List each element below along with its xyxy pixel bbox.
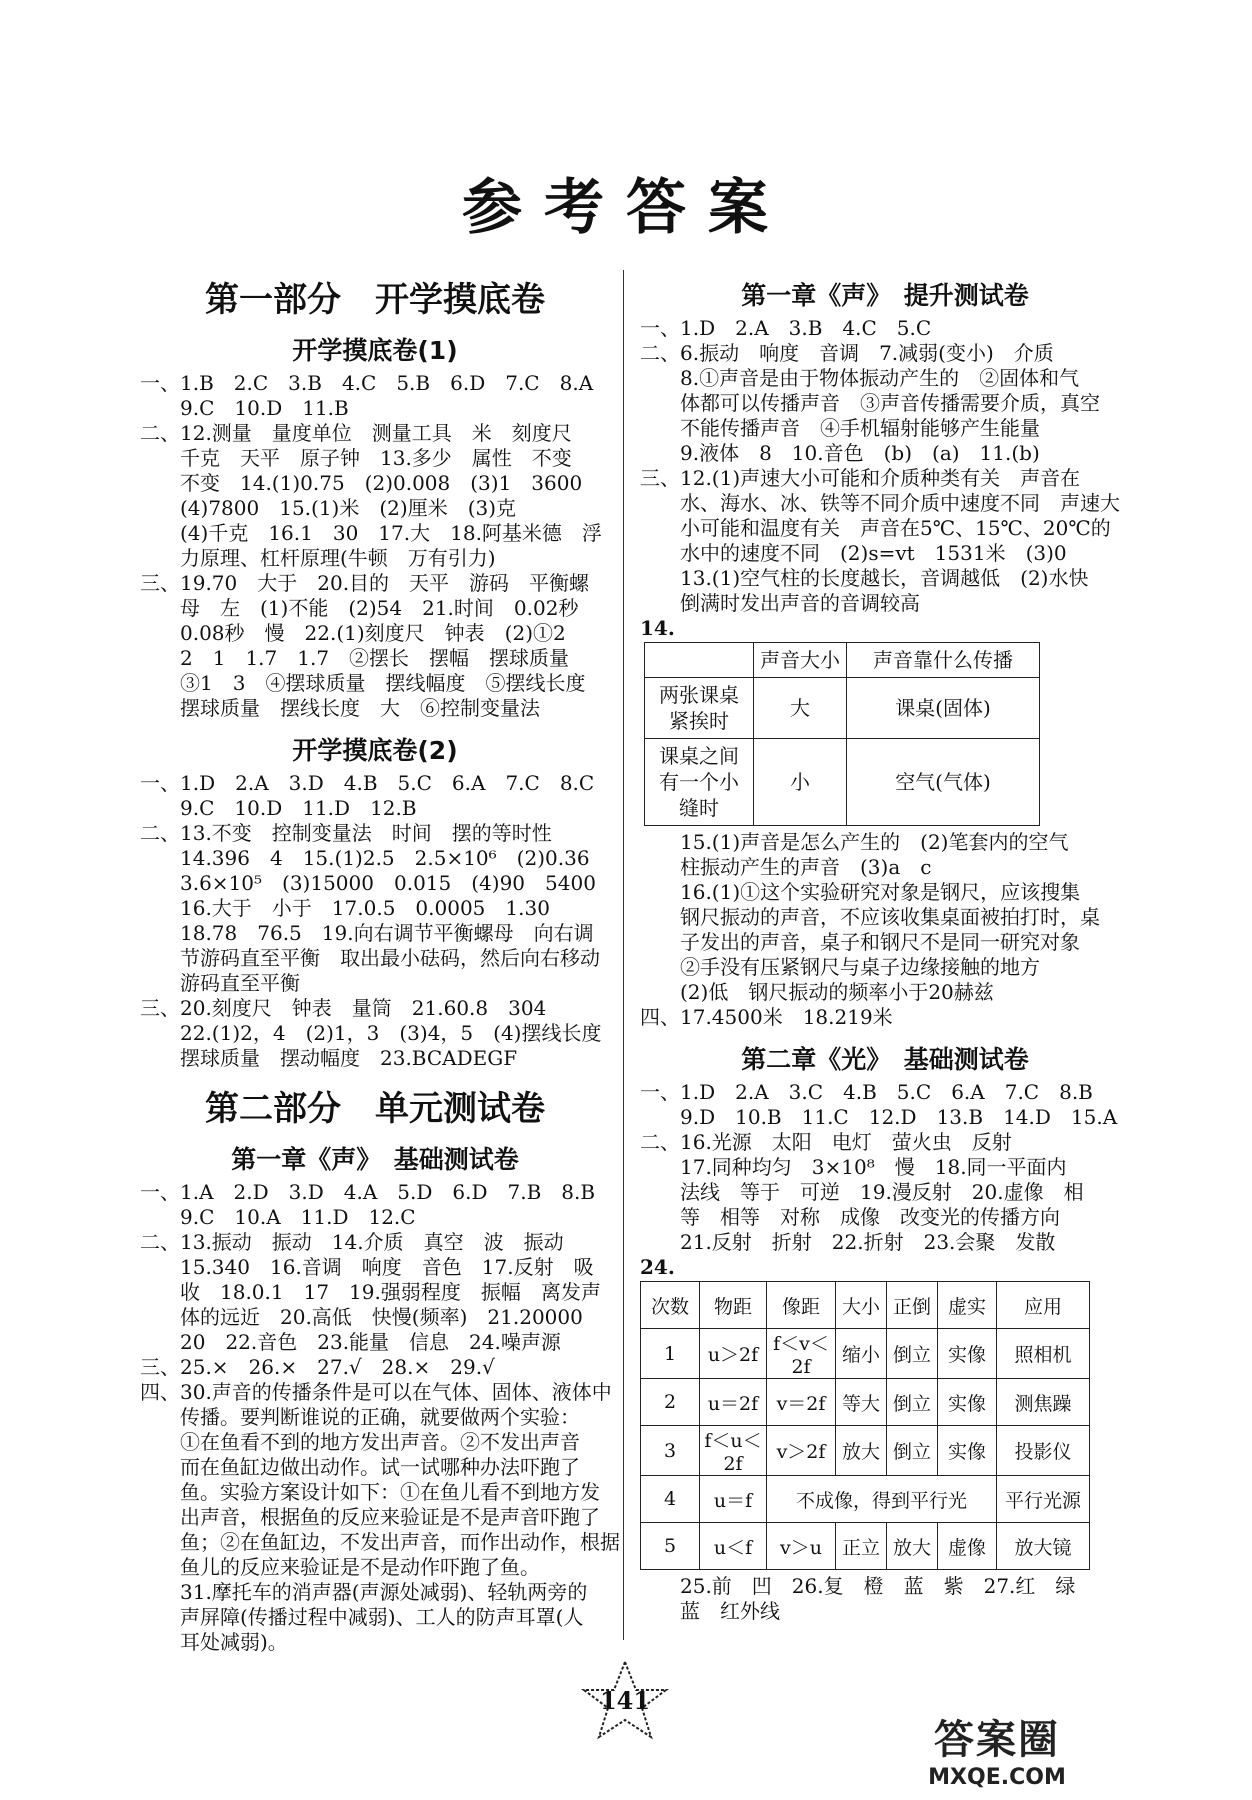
answer-line: 15.(1)声音是怎么产生的 (2)笔套内的空气	[640, 830, 1069, 854]
table-cell: u＜f	[700, 1523, 767, 1570]
answer-line: 17.同种均匀 3×10⁸ 慢 18.同一平面内	[640, 1155, 1067, 1179]
answer-line: 法线 等于 可逆 19.漫反射 20.虚像 相	[640, 1180, 1084, 1204]
table-cell: v＝2f	[767, 1379, 836, 1426]
table-cell: 虚像	[938, 1523, 997, 1570]
answer-line: 柱振动产生的声音 (3)a c	[640, 855, 932, 879]
right-column	[640, 268, 1130, 1624]
answer-line: 三、19.70 大于 20.目的 天平 游码 平衡螺	[140, 571, 590, 595]
table-header-cell: 正倒	[887, 1282, 938, 1329]
answer-line: 水、海水、冰、铁等不同介质中速度不同 声速大	[640, 491, 1120, 515]
table-header-cell	[645, 643, 754, 678]
answer-line: 22.(1)2，4 (2)1，3 (3)4，5 (4)摆线长度	[140, 1021, 602, 1045]
answer-line: 9.D 10.B 11.C 12.D 13.B 14.D 15.A	[640, 1105, 1118, 1129]
answer-line: 14.396 4 15.(1)2.5 2.5×10⁶ (2)0.36	[140, 846, 590, 870]
answer-block	[140, 771, 610, 1071]
table-cell: u＝f	[700, 1476, 767, 1523]
answer-block	[640, 1574, 1130, 1624]
answer-line: 二、16.光源 太阳 电灯 萤火虫 反射	[640, 1130, 1012, 1154]
answer-line: 倒满时发出声音的音调较高	[640, 591, 920, 615]
answer-line: 子发出的声音，桌子和钢尺不是同一研究对象	[640, 930, 1080, 954]
table-cell: 大	[754, 678, 847, 739]
answer-line: 二、13.振动 振动 14.介质 真空 波 振动	[140, 1230, 564, 1254]
answer-block	[640, 830, 1130, 1030]
part-heading: 第一部分 开学摸底卷	[205, 280, 545, 320]
answer-line: 一、1.D 2.A 3.D 4.B 5.C 6.A 7.C 8.C	[140, 771, 595, 795]
answer-line: 传播。要判断谁说的正确，就要做两个实验：	[140, 1405, 580, 1429]
answer-line: 三、25.× 26.× 27.√ 28.× 29.√	[140, 1355, 495, 1379]
table-cell: v＞u	[767, 1523, 836, 1570]
section-heading: 第一章《声》 基础测试卷	[231, 1145, 519, 1174]
table-cell: f＜u＜2f	[700, 1426, 767, 1476]
answer-line: 25.前 凹 26.复 橙 蓝 紫 27.红 绿	[640, 1574, 1076, 1598]
table-cell: 照相机	[997, 1329, 1090, 1379]
answer-line: 鱼；②在鱼缸边，不发出声音，而作出动作，根据	[140, 1530, 620, 1554]
answer-line: 9.C 10.A 11.D 12.C	[140, 1205, 416, 1229]
answer-line: 耳处减弱)。	[140, 1630, 288, 1654]
table-cell: 放大镜	[997, 1523, 1090, 1570]
answer-line: 二、12.测量 量度单位 测量工具 米 刻度尺	[140, 421, 572, 445]
question-number: 24.	[640, 1255, 675, 1279]
answer-line: 三、12.(1)声速大小可能和介质种类有关 声音在	[640, 466, 1081, 490]
table-header-cell: 物距	[700, 1282, 767, 1329]
table-cell: 平行光源	[997, 1476, 1090, 1523]
table-row	[641, 1379, 1090, 1426]
answer-line: (2)低 钢尺振动的频率小于20赫兹	[640, 980, 994, 1004]
answer-line: 四、30.声音的传播条件是可以在气体、固体、液体中	[140, 1380, 612, 1404]
table-cell: 小	[754, 739, 847, 826]
answer-line: 蓝 红外线	[640, 1599, 780, 1623]
table-cell: 5	[641, 1523, 700, 1570]
table-cell: 放大	[887, 1523, 938, 1570]
answer-line: 20 22.音色 23.能量 信息 24.噪声源	[140, 1330, 561, 1354]
table-header-cell: 声音靠什么传播	[847, 643, 1040, 678]
column-divider	[623, 270, 624, 1640]
table-cell: 不成像，得到平行光	[767, 1476, 997, 1523]
watermark-main: 答案圈	[934, 1717, 1060, 1763]
table-row	[641, 1426, 1090, 1476]
table-cell: 缩小	[836, 1329, 887, 1379]
section-heading: 第一章《声》 提升测试卷	[741, 281, 1029, 310]
table-cell: 倒立	[887, 1329, 938, 1379]
table-header-cell: 声音大小	[754, 643, 847, 678]
answer-line: 出声音，根据鱼的反应来验证是不是声音吓跑了	[140, 1505, 600, 1529]
page-number-badge	[580, 1660, 670, 1740]
table-row	[645, 678, 1040, 739]
answer-line: 小可能和温度有关 声音在5℃、15℃、20℃的	[640, 516, 1111, 540]
table-cell: 3	[641, 1426, 700, 1476]
table-cell: 课桌之间有一个小缝时	[645, 739, 754, 826]
part-heading: 第二部分 单元测试卷	[205, 1089, 545, 1129]
table-header-cell: 次数	[641, 1282, 700, 1329]
table-cell: 实像	[938, 1379, 997, 1426]
table-header-cell: 应用	[997, 1282, 1090, 1329]
table-header-cell: 虚实	[938, 1282, 997, 1329]
answer-line: 游码直至平衡	[140, 971, 300, 995]
answer-line: 鱼儿的反应来验证是不是动作吓跑了鱼。	[140, 1555, 540, 1579]
answer-line: 母 左 (1)不能 (2)54 21.时间 0.02秒	[140, 596, 579, 620]
sound-table	[644, 642, 1040, 826]
answer-line: 0.08秒 慢 22.(1)刻度尺 钟表 (2)①2	[140, 621, 566, 645]
answer-line: 不能传播声音 ④手机辐射能够产生能量	[640, 416, 1040, 440]
table-cell: u＞2f	[700, 1329, 767, 1379]
table-header-cell: 大小	[836, 1282, 887, 1329]
table-row	[641, 1329, 1090, 1379]
answer-line: 16.(1)①这个实验研究对象是钢尺，应该搜集	[640, 880, 1081, 904]
answer-line: 力原理、杠杆原理(牛顿 万有引力)	[140, 546, 496, 570]
answer-block	[640, 316, 1130, 616]
answer-line: 8.①声音是由于物体振动产生的 ②固体和气	[640, 366, 1080, 390]
answer-line: 二、13.不变 控制变量法 时间 摆的等时性	[140, 821, 552, 845]
answer-line: 钢尺振动的声音，不应该收集桌面被拍打时，桌	[640, 905, 1100, 929]
answer-line: 鱼。实验方案设计如下：①在鱼儿看不到地方发	[140, 1480, 600, 1504]
answer-line: ③1 3 ④摆球质量 摆线幅度 ⑤摆线长度	[140, 671, 586, 695]
table-cell: 两张课桌紧挨时	[645, 678, 754, 739]
table-cell: 课桌(固体)	[847, 678, 1040, 739]
table-cell: 正立	[836, 1523, 887, 1570]
table-cell: 4	[641, 1476, 700, 1523]
answer-line: 一、1.D 2.A 3.C 4.B 5.C 6.A 7.C 8.B	[640, 1080, 1093, 1104]
answer-line: 千克 天平 原子钟 13.多少 属性 不变	[140, 446, 572, 470]
answer-line: 一、1.B 2.C 3.B 4.C 5.B 6.D 7.C 8.A	[140, 371, 594, 395]
answer-line: 一、1.A 2.D 3.D 4.A 5.D 6.D 7.B 8.B	[140, 1180, 596, 1204]
watermark-sub: MXQE.COM	[928, 1765, 1066, 1790]
left-column	[140, 268, 620, 1655]
table-cell: 实像	[938, 1426, 997, 1476]
answer-line: 摆球质量 摆线长度 大 ⑥控制变量法	[140, 696, 540, 720]
table-cell: 空气(气体)	[847, 739, 1040, 826]
table-header-cell: 像距	[767, 1282, 836, 1329]
answer-line: 水中的速度不同 (2)s=vt 1531米 (3)0	[640, 541, 1067, 565]
answer-line: 节游码直至平衡 取出最小砝码，然后向右移动	[140, 946, 600, 970]
answer-line: 15.340 16.音调 响度 音色 17.反射 吸	[140, 1255, 594, 1279]
table-cell: 2	[641, 1379, 700, 1426]
answer-line: 而在鱼缸边做出动作。试一试哪种办法吓跑了	[140, 1455, 580, 1479]
answer-line: (4)7800 15.(1)米 (2)厘米 (3)克	[140, 496, 517, 520]
table-cell: u＝2f	[700, 1379, 767, 1426]
answer-line: 体都可以传播声音 ③声音传播需要介质，真空	[640, 391, 1100, 415]
table-cell: 实像	[938, 1329, 997, 1379]
table-row	[641, 1523, 1090, 1570]
answer-block	[140, 371, 610, 721]
answer-line: 不变 14.(1)0.75 (2)0.008 (3)1 3600	[140, 471, 583, 495]
answer-line: 13.(1)空气柱的长度越长，音调越低 (2)水快	[640, 566, 1089, 590]
answer-line: 声屏障(传播过程中减弱)、工人的防声耳罩(人	[140, 1605, 584, 1629]
answer-line: 体的远近 20.高低 快慢(频率) 21.20000	[140, 1305, 583, 1329]
question-number: 14.	[640, 616, 675, 640]
answer-line: 收 18.0.1 17 19.强弱程度 振幅 离发声	[140, 1280, 601, 1304]
answer-block	[640, 1080, 1130, 1255]
table-cell: 1	[641, 1329, 700, 1379]
answer-line: 一、1.D 2.A 3.B 4.C 5.C	[640, 316, 932, 340]
answer-line: 三、20.刻度尺 钟表 量筒 21.60.8 304	[140, 996, 547, 1020]
answer-line: 9.C 10.D 11.D 12.B	[140, 796, 417, 820]
answer-line: ②手没有压紧钢尺与桌子边缘接触的地方	[640, 955, 1040, 979]
page-title: 参考答案	[462, 173, 790, 243]
answer-line: 2 1 1.7 1.7 ②摆长 摆幅 摆球质量	[140, 646, 570, 670]
section-heading: 开学摸底卷(2)	[292, 736, 458, 765]
answer-line: 3.6×10⁵ (3)15000 0.015 (4)90 5400	[140, 871, 596, 895]
table-row	[645, 739, 1040, 826]
table-cell: v＞2f	[767, 1426, 836, 1476]
table-cell: f＜v＜2f	[767, 1329, 836, 1379]
table-cell: 倒立	[887, 1426, 938, 1476]
answer-line: 二、6.振动 响度 音调 7.减弱(变小) 介质	[640, 341, 1054, 365]
table-cell: 倒立	[887, 1379, 938, 1426]
answer-line: 21.反射 折射 22.折射 23.会聚 发散	[640, 1230, 1056, 1254]
answer-line: 等 相等 对称 成像 改变光的传播方向	[640, 1205, 1060, 1229]
table-row	[641, 1476, 1090, 1523]
answer-line: 16.大于 小于 17.0.5 0.0005 1.30	[140, 896, 550, 920]
section-heading: 开学摸底卷(1)	[292, 336, 458, 365]
lens-table	[640, 1281, 1090, 1570]
table-cell: 放大	[836, 1426, 887, 1476]
table-cell: 等大	[836, 1379, 887, 1426]
answer-line: 四、17.4500米 18.219米	[640, 1005, 893, 1029]
answer-line: 摆球质量 摆动幅度 23.BCADEGF	[140, 1046, 518, 1070]
answer-line: 18.78 76.5 19.向右调节平衡螺母 向右调	[140, 921, 594, 945]
answer-line: 9.液体 8 10.音色 (b) (a) 11.(b)	[640, 441, 1040, 465]
site-watermark-logo	[922, 1708, 1072, 1792]
answer-line: ①在鱼看不到的地方发出声音。②不发出声音	[140, 1430, 580, 1454]
table-cell: 测焦躁	[997, 1379, 1090, 1426]
answer-line: (4)千克 16.1 30 17.大 18.阿基米德 浮	[140, 521, 602, 545]
answer-line: 9.C 10.D 11.B	[140, 396, 349, 420]
page-number: 141	[599, 1686, 651, 1715]
answer-block	[140, 1180, 620, 1655]
answer-line: 31.摩托车的消声器(声源处减弱)、轻轨两旁的	[140, 1580, 588, 1604]
section-heading: 第二章《光》 基础测试卷	[741, 1045, 1029, 1074]
table-cell: 投影仪	[997, 1426, 1090, 1476]
